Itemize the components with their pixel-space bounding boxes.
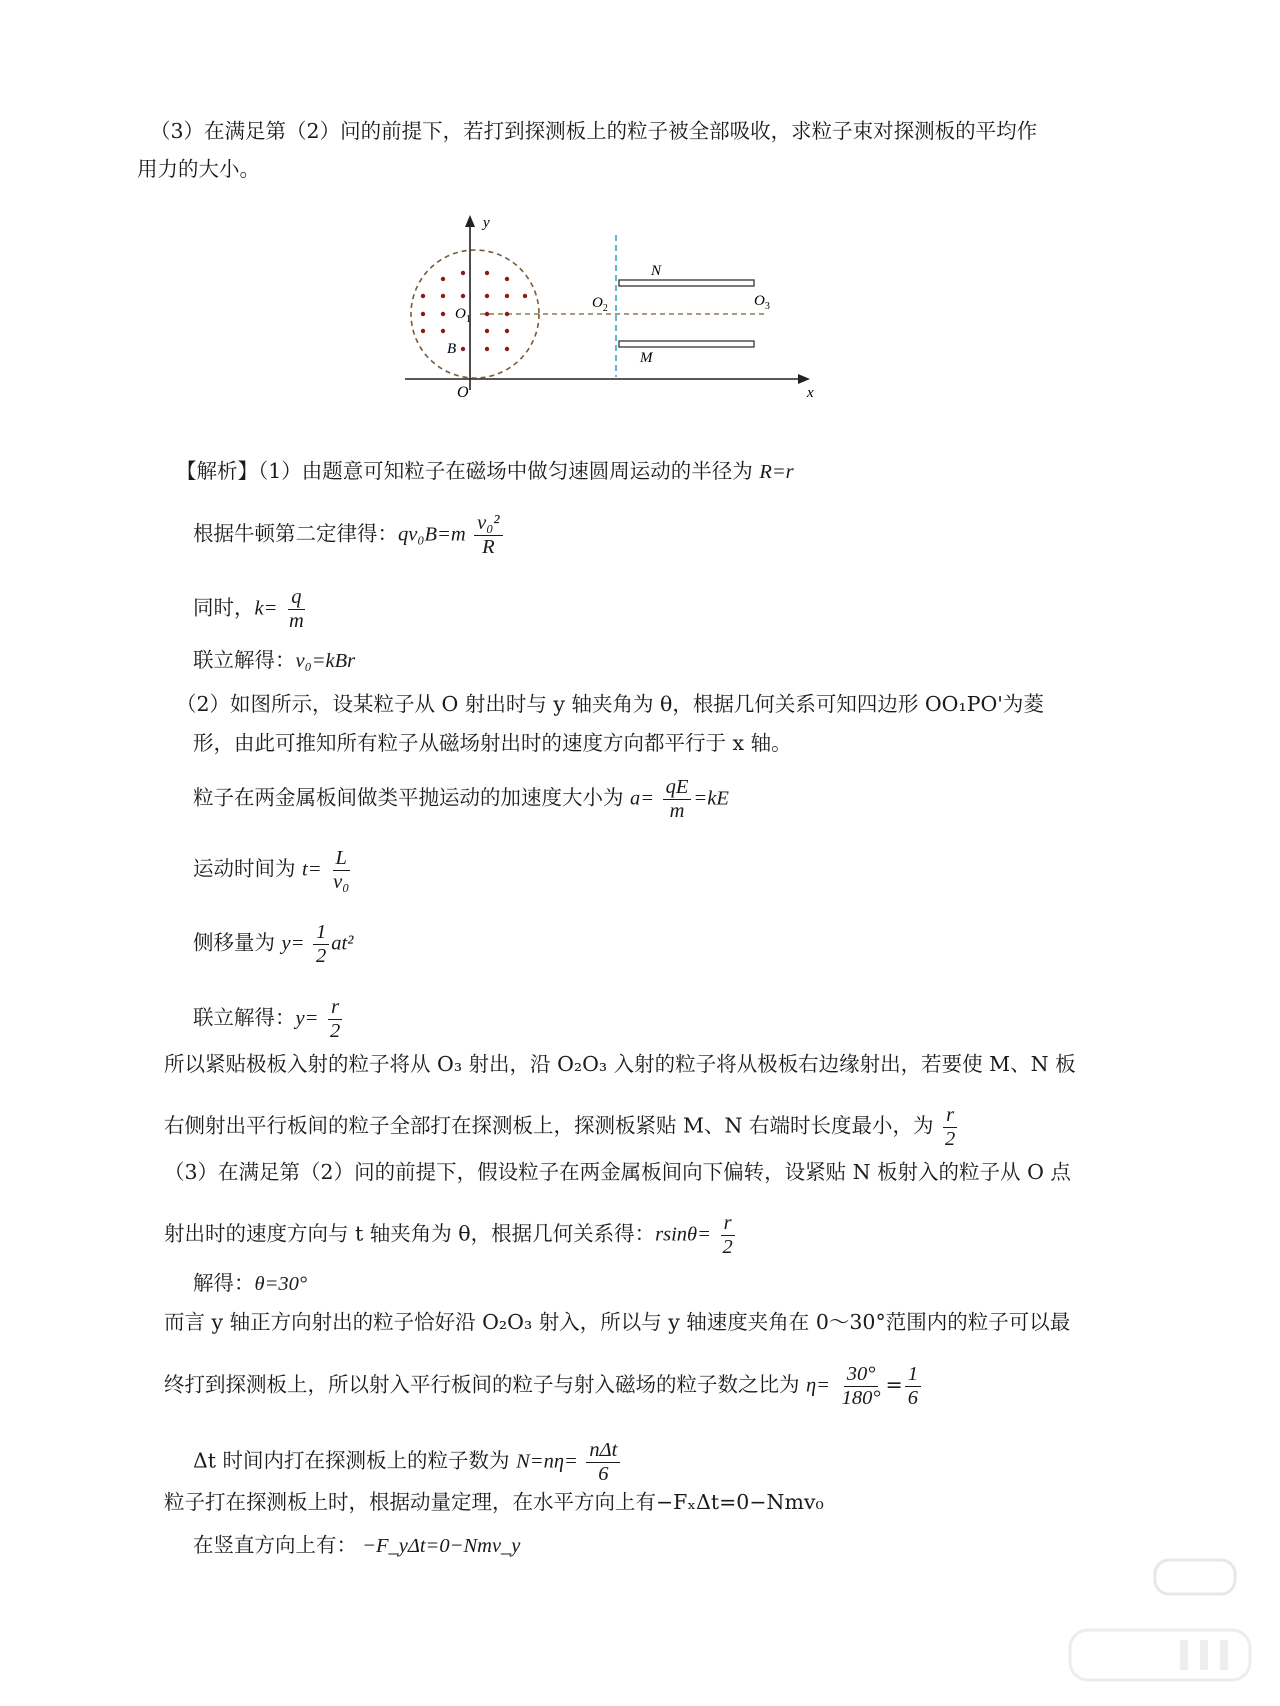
part2-conclusion-1: 所以紧贴极板入射的粒子将从 O₃ 射出，沿 O₂O₃ 入射的粒子将从极板右边缘射出，若要使 M、N 板 [164, 1052, 1076, 1076]
plate-m [619, 341, 754, 347]
fraction: $\frac{L}{\text{v₀}}$ [333, 847, 350, 893]
o2-label: $O_2$ [592, 295, 608, 314]
plate-n [619, 280, 754, 286]
part3-line-2: 射出时的速度方向与 t 轴夹角为 θ，根据几何关系得：rsinθ= $\frac{r}{2}$ [164, 1212, 738, 1258]
momentum-horizontal: 粒子打在探测板上时，根据动量定理，在水平方向上有−FₓΔt=0−Nmv₀ [164, 1490, 824, 1514]
y-axis-label: y [483, 215, 490, 231]
part3-line-3: 而言 y 轴正方向射出的粒子恰好沿 O₂O₃ 射入，所以与 y 轴速度夹角在 0～30°范围内的粒子可以最 [164, 1310, 1071, 1334]
fraction: $\frac{q}{m}$ [288, 586, 304, 632]
x-axis-arrow [798, 374, 810, 384]
solution-step-5: 粒子在两金属板间做类平抛运动的加速度大小为 a= $\frac{qE}{m}$ =kE [193, 776, 729, 822]
fraction: $\frac{\text{v₀²}}{R}$ [474, 512, 502, 558]
fraction: $\frac{\text{nΔt}}{6}$ [586, 1439, 620, 1485]
solution-step-1: 【解析】（1）由题意可知粒子在磁场中做匀速圆周运动的半径为 R=r [176, 459, 794, 483]
plate-m-label: M [640, 350, 653, 366]
watermark-logo [1060, 1558, 1260, 1688]
fraction: $\frac{r}{2}$ [945, 1104, 956, 1150]
o3-label: $O_3$ [754, 293, 770, 312]
fraction: $\frac{r}{2}$ [722, 1212, 733, 1258]
solution-step-4: 联立解得：v₀=kBr [193, 648, 356, 672]
solution-step-7: 侧移量为 y= $\frac{1}{2}$ at² [193, 921, 354, 967]
o1-label: $O_1$ [455, 306, 471, 325]
solution-step-3: 同时，k= $\frac{q}{m}$ [193, 586, 309, 632]
part2-line-2: 形，由此可推知所有粒子从磁场射出时的速度方向都平行于 x 轴。 [193, 731, 792, 755]
solution-step-9: 解得：θ=30° [193, 1271, 308, 1295]
fraction: $\frac{1}{6}$ [905, 1363, 921, 1409]
question-line-1: （3）在满足第（2）问的前提下，若打到探测板上的粒子被全部吸收，求粒子束对探测板的平均作 [150, 119, 1038, 143]
solution-heading: 【解析】 [176, 459, 258, 483]
part2-conclusion-2: 右侧射出平行板间的粒子全部打在探测板上，探测板紧贴 M、N 右端时长度最小，为 $\frac{r}{2}$ [164, 1104, 960, 1150]
fraction: $\frac{r}{2}$ [329, 996, 341, 1042]
origin-label: O [457, 384, 469, 401]
plate-n-label: N [651, 263, 662, 279]
solution-step-6: 运动时间为 t= $\frac{L}{\text{v₀}}$ [193, 847, 354, 893]
field-dots [421, 271, 527, 351]
solution-step-8: 联立解得：y= $\frac{r}{2}$ [193, 996, 345, 1042]
solution-step-10: Δt 时间内打在探测板上的粒子数为 N=nη= $\frac{\text{nΔt}}{6}$ [193, 1439, 622, 1485]
part3-line-4: 终打到探测板上，所以射入平行板间的粒子与射入磁场的粒子数之比为 η= $\frac{30^\circ}{180^\circ}$ = $\frac{1}{6}$ [164, 1363, 923, 1409]
physics-diagram [405, 215, 845, 405]
x-axis-label: x [807, 385, 814, 401]
fraction: $\frac{qE}{m}$ [663, 776, 692, 822]
solution-step-2: 根据牛顿第二定律得：qv₀B=m $\frac{\text{v₀²}}{R}$ [193, 512, 505, 558]
fraction: $\frac{1}{2}$ [313, 921, 329, 967]
question-line-2: 用力的大小。 [137, 157, 260, 181]
y-axis-arrow [465, 215, 475, 227]
field-b-label: B [447, 341, 457, 357]
momentum-vertical: 在竖直方向上有： −F_yΔt=0−Nmv_y [193, 1533, 521, 1557]
part3-line-1: （3）在满足第（2）问的前提下，假设粒子在两金属板间向下偏转，设紧贴 N 板射入的粒子从 O 点 [164, 1160, 1071, 1184]
fraction: $\frac{30^\circ}{180^\circ}$ [841, 1363, 881, 1409]
part2-line-1: （2）如图所示，设某粒子从 O 射出时与 y 轴夹角为 θ，根据几何关系可知四边形 OO₁PO'为菱 [176, 692, 1044, 716]
